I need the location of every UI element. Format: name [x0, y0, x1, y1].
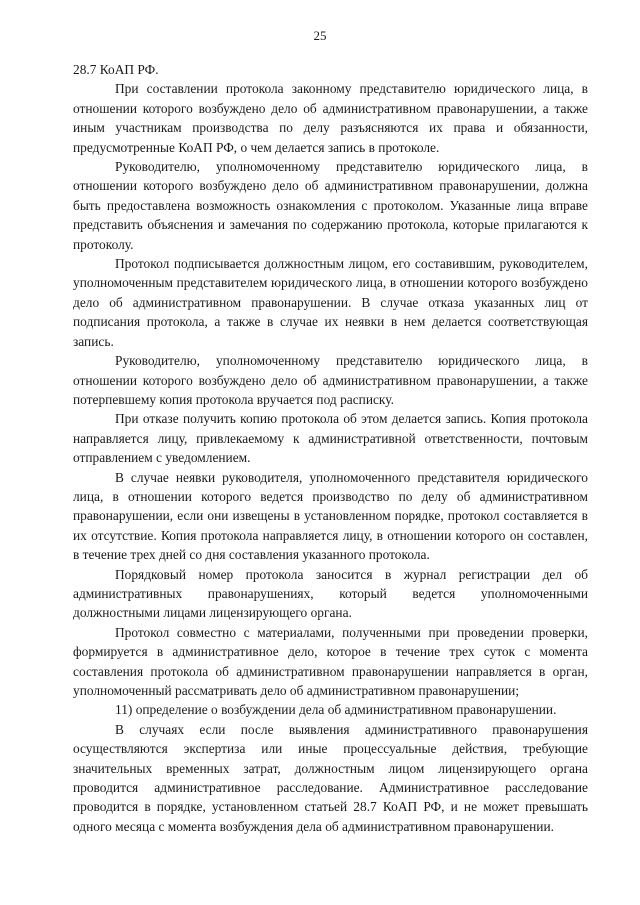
- page-number: 25: [313, 28, 327, 43]
- paragraph-refusal: При отказе получить копию протокола об этом делается запись. Копия протокола направляется лицу, привлекаемому к административной ответственности, почтовым отправлением с уведомлением.: [73, 411, 588, 466]
- document-body: [73, 60, 588, 836]
- paragraph-registration: Порядковый номер протокола заносится в журнал регистрации дел об административных правонарушениях, который ведется уполномоченными должностными лицами лицензирующего органа.: [73, 566, 588, 621]
- paragraph-list-item-11: 11) определение о возбуждении дела об административном правонарушении.: [115, 702, 557, 718]
- paragraph-familiarization: Руководителю, уполномоченному представителю юридического лица, в отношении которого возбуждено дело об административном правонарушении, должна быть предоставлена возможность ознакомления с протоколом. Указанные лица вправе представить объяснения и замечания по содержанию протокола, которые прилагаются к протоколу.: [73, 159, 588, 252]
- paragraph-investigation: В случаях если после выявления административного правонарушения осуществляются экспертиза или иные процессуальные действия, требующие значительных временных затрат, должностным лицом лицензирующего органа проводится административное расследование. Административное расследование проводится в порядке, установленном статьей 28.7 КоАП РФ, и не может превышать одного месяца с момента возбуждения дела об административном правонарушении.: [73, 721, 588, 834]
- paragraph-absence: В случае неявки руководителя, уполномоченного представителя юридического лица, в отношении которого ведется производство по делу об административном правонарушении, если они извещены в установленном порядке, протокол составляется в их отсутствие. Копия протокола направляется лицу, в отношении которого он составлен, в течение трех дней со дня составления указанного протокола.: [73, 469, 588, 563]
- paragraph-copy-delivery: Руководителю, уполномоченному представителю юридического лица, в отношении которого возбуждено дело об административном правонарушении, а также потерпевшему копия протокола вручается под расписку.: [73, 353, 588, 407]
- paragraph-signing: Протокол подписывается должностным лицом, его составившим, руководителем, уполномоченным представителем юридического лица, в отношении которого возбуждено дело об административном правонарушении. В случае отказа указанных лиц от подписания протокола, а также в случае их неявки в нем делается соответствующая запись.: [73, 256, 588, 349]
- paragraph-case-formation: Протокол совместно с материалами, полученными при проведении проверки, формируется в административное дело, которое в течение трех суток с момента составления протокола об административном правонарушении направляется в орган, уполномоченный рассматривать дело об административном правонарушении;: [73, 624, 588, 698]
- paragraph-continuation: 28.7 КоАП РФ.: [73, 62, 159, 77]
- paragraph-rights-explanation: При составлении протокола законному представителю юридического лица, в отношении которого возбуждено дело об административном правонарушении, а также иным участникам производства по делу разъясняются их права и обязанности, предусмотренные КоАП РФ, о чем делается запись в протоколе.: [73, 81, 588, 155]
